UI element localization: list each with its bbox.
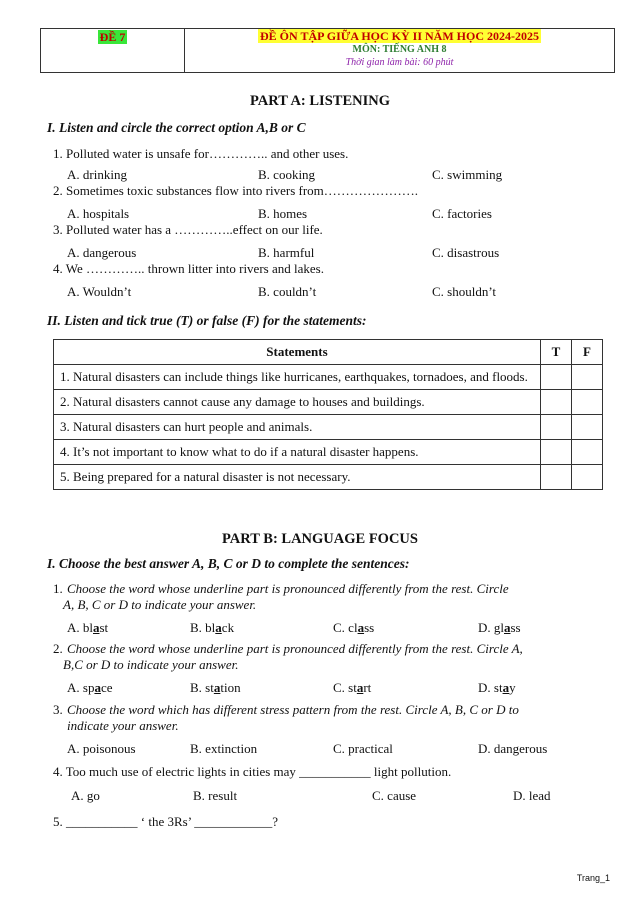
f-cell[interactable] bbox=[572, 440, 603, 465]
question-text-cont: B,C or D to indicate your answer. bbox=[63, 657, 239, 672]
t-cell[interactable] bbox=[541, 465, 572, 490]
table-header-row bbox=[54, 340, 603, 365]
statement-cell: 4. It’s not important to know what to do if a natural disaster happens. bbox=[54, 440, 541, 465]
question-text: Choose the word whose underline part is pronounced differently from the rest. Circle bbox=[67, 581, 509, 596]
exam-header bbox=[40, 28, 615, 73]
question-text: Choose the word which has different stress pattern from the rest. Circle A, B, C or D to bbox=[67, 702, 519, 717]
question-text: 2. Sometimes toxic substances flow into rivers from…………………. bbox=[53, 183, 419, 198]
option-a: A. Wouldn’t bbox=[67, 284, 132, 299]
table-row bbox=[54, 440, 603, 465]
option-b: B. result bbox=[193, 788, 238, 803]
f-header: F bbox=[572, 340, 603, 365]
exam-title: ĐỀ ÔN TẬP GIỮA HỌC KỲ II NĂM HỌC 2024-2025 bbox=[259, 29, 539, 43]
part-b-title: PART B: LANGUAGE FOCUS bbox=[222, 531, 418, 547]
t-cell[interactable] bbox=[541, 415, 572, 440]
question-text: 4. We ………….. thrown litter into rivers and lakes. bbox=[53, 261, 324, 276]
exam-subject: MÔN: TIẾNG ANH 8 bbox=[352, 44, 447, 55]
table-row bbox=[54, 390, 603, 415]
question-text: 3. Polluted water has a …………..effect on our life. bbox=[53, 222, 323, 237]
option-b: B. black bbox=[190, 620, 235, 635]
option-d: D. lead bbox=[513, 788, 551, 803]
question-text-cont: A, B, C or D to indicate your answer. bbox=[63, 597, 257, 612]
f-cell[interactable] bbox=[572, 365, 603, 390]
option-b: B. cooking bbox=[258, 167, 316, 182]
option-c: C. shouldn’t bbox=[432, 284, 497, 299]
statement-cell: 2. Natural disasters cannot cause any damage to houses and buildings. bbox=[54, 390, 541, 415]
question-text: 4. Too much use of electric lights in cities may ___________ light pollution. bbox=[53, 764, 452, 779]
f-cell[interactable] bbox=[572, 465, 603, 490]
t-cell[interactable] bbox=[541, 440, 572, 465]
option-b: B. extinction bbox=[190, 741, 258, 756]
option-c: C. disastrous bbox=[432, 245, 500, 260]
option-c: C. swimming bbox=[432, 167, 503, 182]
option-a: A. drinking bbox=[67, 167, 127, 182]
t-cell[interactable] bbox=[541, 365, 572, 390]
f-cell[interactable] bbox=[572, 390, 603, 415]
question-text: 5. ___________ ‘ the 3Rs’ ____________? bbox=[53, 814, 279, 829]
table-row bbox=[54, 365, 603, 390]
table-row bbox=[54, 415, 603, 440]
option-a: A. poisonous bbox=[67, 741, 136, 756]
t-header: T bbox=[541, 340, 572, 365]
option-b: B. couldn’t bbox=[258, 284, 317, 299]
true-false-table bbox=[53, 339, 603, 490]
part-b-section1-heading: I. Choose the best answer A, B, C or D to complete the sentences: bbox=[47, 556, 410, 571]
option-b: B. station bbox=[190, 680, 241, 695]
question-text-cont: indicate your answer. bbox=[67, 718, 179, 733]
question-number: 2. bbox=[53, 641, 63, 656]
f-cell[interactable] bbox=[572, 415, 603, 440]
option-d: D. dangerous bbox=[478, 741, 548, 756]
statement-cell: 5. Being prepared for a natural disaster is not necessary. bbox=[54, 465, 541, 490]
part-a-section1-heading: I. Listen and circle the correct option A,B or C bbox=[47, 120, 306, 135]
option-b: B. homes bbox=[258, 206, 308, 221]
exam-time: Thời gian làm bài: 60 phút bbox=[345, 57, 454, 68]
exam-code-cell bbox=[41, 29, 185, 72]
option-c: C. cause bbox=[372, 788, 417, 803]
exam-title-cell bbox=[185, 29, 614, 72]
question-text: Choose the word whose underline part is pronounced differently from the rest. Circle A, bbox=[67, 641, 523, 656]
part-a-section2-heading: II. Listen and tick true (T) or false (F) for the statements: bbox=[47, 313, 367, 328]
option-a: A. dangerous bbox=[67, 245, 137, 260]
t-cell[interactable] bbox=[541, 390, 572, 415]
option-a: A. space bbox=[67, 680, 113, 695]
page-number: Trang_1 bbox=[576, 873, 610, 883]
option-d: D. stay bbox=[478, 680, 516, 695]
table-row bbox=[54, 465, 603, 490]
option-d: D. glass bbox=[478, 620, 521, 635]
option-c: C. practical bbox=[333, 741, 393, 756]
question-text: 1. Polluted water is unsafe for………….. and other uses. bbox=[53, 146, 349, 161]
part-a-title: PART A: LISTENING bbox=[250, 93, 390, 109]
statements-header: Statements bbox=[54, 340, 541, 365]
exam-code: ĐỀ 7 bbox=[99, 30, 126, 44]
option-a: A. hospitals bbox=[67, 206, 130, 221]
option-a: A. go bbox=[71, 788, 100, 803]
option-b: B. harmful bbox=[258, 245, 315, 260]
option-c: C. class bbox=[333, 620, 375, 635]
question-number: 1. bbox=[53, 581, 63, 596]
option-c: C. start bbox=[333, 680, 372, 695]
option-a: A. blast bbox=[67, 620, 109, 635]
option-c: C. factories bbox=[432, 206, 492, 221]
statement-cell: 1. Natural disasters can include things like hurricanes, earthquakes, tornadoes, and floods. bbox=[54, 365, 541, 390]
question-number: 3. bbox=[53, 702, 63, 717]
statement-cell: 3. Natural disasters can hurt people and animals. bbox=[54, 415, 541, 440]
